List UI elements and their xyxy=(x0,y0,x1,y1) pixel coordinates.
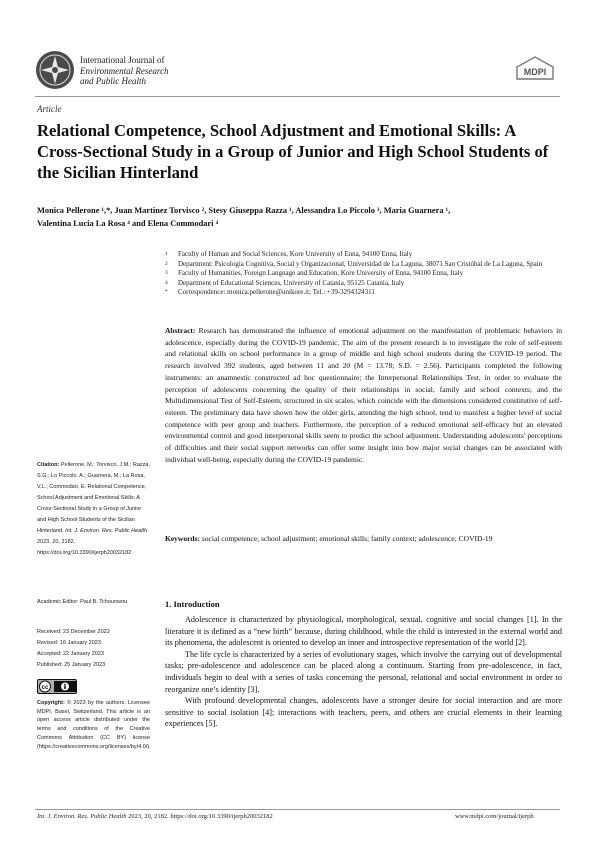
correspondence-text: Correspondence: monica.pellerone@unikore.it; Tel.: +39-3294324311 xyxy=(178,288,375,297)
keywords xyxy=(165,533,562,545)
section-heading: 1. Introduction xyxy=(165,599,220,609)
abstract-text: Research has demonstrated the influence of emotional adjustment on the manifestation of problematic behaviors in adolescence, especially during the COVID-19 pandemic. The aim of the present research is to investigate the role of self-esteem and relational skills on school performance in a group of middle and high school students during the COVID-19 period. The research involved 392 students, aged between 11 and 20 (M = 13.78; S.D. = 2.56). Participants completed the following instruments: an anamnestic constructed ad hoc questionnaire; the Interpersonal Relationships Test, in order to evaluate the perception of adolescents concerning the quality of their relationships in social, family and school contexts; and the Multidimensional Test of Self-Esteem, structured in six scales, which coincide with the dimensions considered constitutive of self-esteem. The preliminary data have shown how the older girls, attending the high school, tend to manifest a higher level of social competence with peer group and teachers. Furthermore, the perception of a reduced emotional self-efficacy but an elevated environmental control and good interpersonal skills seem to predict the school adjustment. Understanding adolescents' perceptions of difficulties and their social support networks can offer some insight into how major social changes can be associated with individual well-being, especially during the COVID-19 pandemic. xyxy=(165,326,562,464)
body-paragraph: Adolescence is characterized by physiological, morphological, sexual, cognitive and social changes [1]. In the literature it is defined as a “new birth” because, during childhood, while the child is interested in the external world and its phenomena, the adolescent is oriented to develop an inner and introspective representation of the world [2]. xyxy=(165,615,562,648)
copyright-notice xyxy=(37,699,150,751)
editor-label: Academic Editor: xyxy=(37,599,79,605)
cc-badge-text: cc xyxy=(41,685,49,691)
affiliation-number: 2 xyxy=(165,260,168,267)
cc-by-license-icon[interactable] xyxy=(37,679,77,694)
footer-divider xyxy=(35,809,560,810)
editor-name: Paul B. Tchounwou xyxy=(80,599,128,605)
citation-block xyxy=(37,460,150,559)
abstract xyxy=(165,325,562,465)
author-list xyxy=(37,205,562,230)
journal-logo-icon xyxy=(35,50,75,90)
received-date: Received: 23 December 2022 xyxy=(37,629,110,635)
mdpi-logo-icon xyxy=(515,56,555,80)
paper-title: Relational Competence, School Adjustment and Emotional Skills: A Cross-Sectional Study in a Group of Junior and High School Students of the Sicilian Hinterland xyxy=(37,121,549,182)
accepted-date: Accepted: 22 January 2023 xyxy=(37,651,104,657)
journal-name xyxy=(80,55,169,87)
introduction-body xyxy=(165,614,562,730)
affiliation-item xyxy=(165,279,565,289)
correspondence-item xyxy=(165,288,565,298)
citation-text: Pellerone, M.; Torvisco, J.M.; Razza, S.G.; Lo Piccolo, A.; Guarnera, M.; La Rosa, V.L.; Commodari, E. Relational Competence, School Adjustment and Emotional Skills: A Cross-Sectional Study in a Group of Junior and High School Students of the Sicilian Hinterland. xyxy=(37,462,150,534)
article-type: Article xyxy=(37,104,62,114)
footer-url[interactable]: www.mdpi.com/journal/ijerph xyxy=(455,813,534,820)
header-divider xyxy=(35,96,560,97)
affiliation-item xyxy=(165,269,565,279)
keywords-label: Keywords: xyxy=(165,534,200,543)
journal-name-line1: International Journal of xyxy=(80,55,165,65)
citation-label: Citation: xyxy=(37,462,60,468)
journal-name-line2: Environmental Research xyxy=(80,65,169,76)
affiliation-text: Faculty of Human and Social Sciences, Kore University of Enna, 94100 Enna, Italy xyxy=(178,250,413,258)
citation-ref[interactable]: 2023, 20, 2182. https://doi.org/10.3390/ijerph20032182 xyxy=(37,539,132,556)
affiliation-text: Department of Educational Sciences, University of Catania, 95125 Catania, Italy xyxy=(178,278,405,287)
publication-dates xyxy=(37,627,150,671)
footer-ref[interactable]: 2023, 20, 2182. https://doi.org/10.3390/ijerph20032182 xyxy=(128,813,273,820)
affiliation-item xyxy=(165,260,565,270)
citation-journal: Int. J. Environ. Res. Public Health xyxy=(65,528,148,534)
academic-editor xyxy=(37,597,150,608)
body-paragraph: With profound developmental changes, adolescents have a stronger desire for social interaction and are more sensitive to social isolation [4]; interactions with teachers, peers, and others are crucial elements in their learning experiences [5]. xyxy=(165,696,562,729)
affiliation-item xyxy=(165,250,565,260)
affiliation-number: 3 xyxy=(165,270,168,277)
affiliation-text: Faculty of Humanities, Foreign Language and Education, Kore University of Enna, 94100 Enna, Italy xyxy=(178,269,464,278)
revised-date: Revised: 16 January 2023 xyxy=(37,640,101,646)
body-paragraph: The life cycle is characterized by a series of evolutionary stages, which involve the carrying out of developmental tasks; pre-adolescence and adolescence can be placed along a continuum. Starting from pre-adolescence, in fact, individuals begin to deal with a series of tasks concerning the personal, relational and social environment in order to reorganize one’s identity [3]. xyxy=(165,649,562,694)
copyright-text: © 2023 by the authors. Licensee MDPI, Basel, Switzerland. This article is an open access article distributed under the terms and conditions of the Creative Commons Attribution (CC BY) license (https://creativecommons.org/licenses/by/4.0/). xyxy=(37,700,151,750)
keywords-text: social competence; school adjustment; emotional skills; family context; adolescence; COVID-19 xyxy=(201,534,493,543)
affiliation-number: 1 xyxy=(165,251,168,257)
footer-journal: Int. J. Environ. Res. Public Health xyxy=(37,813,127,820)
published-date: Published: 25 January 2023 xyxy=(37,662,106,668)
copyright-label: Copyright: xyxy=(37,700,65,706)
affiliation-number: 4 xyxy=(165,279,168,286)
author-line-1: Monica Pellerone ¹,*, Juan Martinez Torvisco ², Stesy Giuseppa Razza ¹, Alessandra Lo Piccolo ³, Maria Guarnera ¹, xyxy=(37,206,451,215)
affiliation-number: * xyxy=(165,289,168,296)
affiliation-text: Department: Psicologia Cognitiva, Social y Organizacional, Universidad de La Laguna, 38071 San Cristóbal de La Laguna, Spain xyxy=(178,259,543,268)
footer-citation xyxy=(37,813,273,820)
abstract-label: Abstract: xyxy=(165,326,196,335)
author-line-2: Valentina Lucia La Rosa ⁴ and Elena Commodari ⁴ xyxy=(37,218,219,228)
affiliations xyxy=(165,250,565,298)
mdpi-logo-text: MDPI xyxy=(523,67,547,77)
journal-name-line3: and Public Health xyxy=(80,76,146,87)
